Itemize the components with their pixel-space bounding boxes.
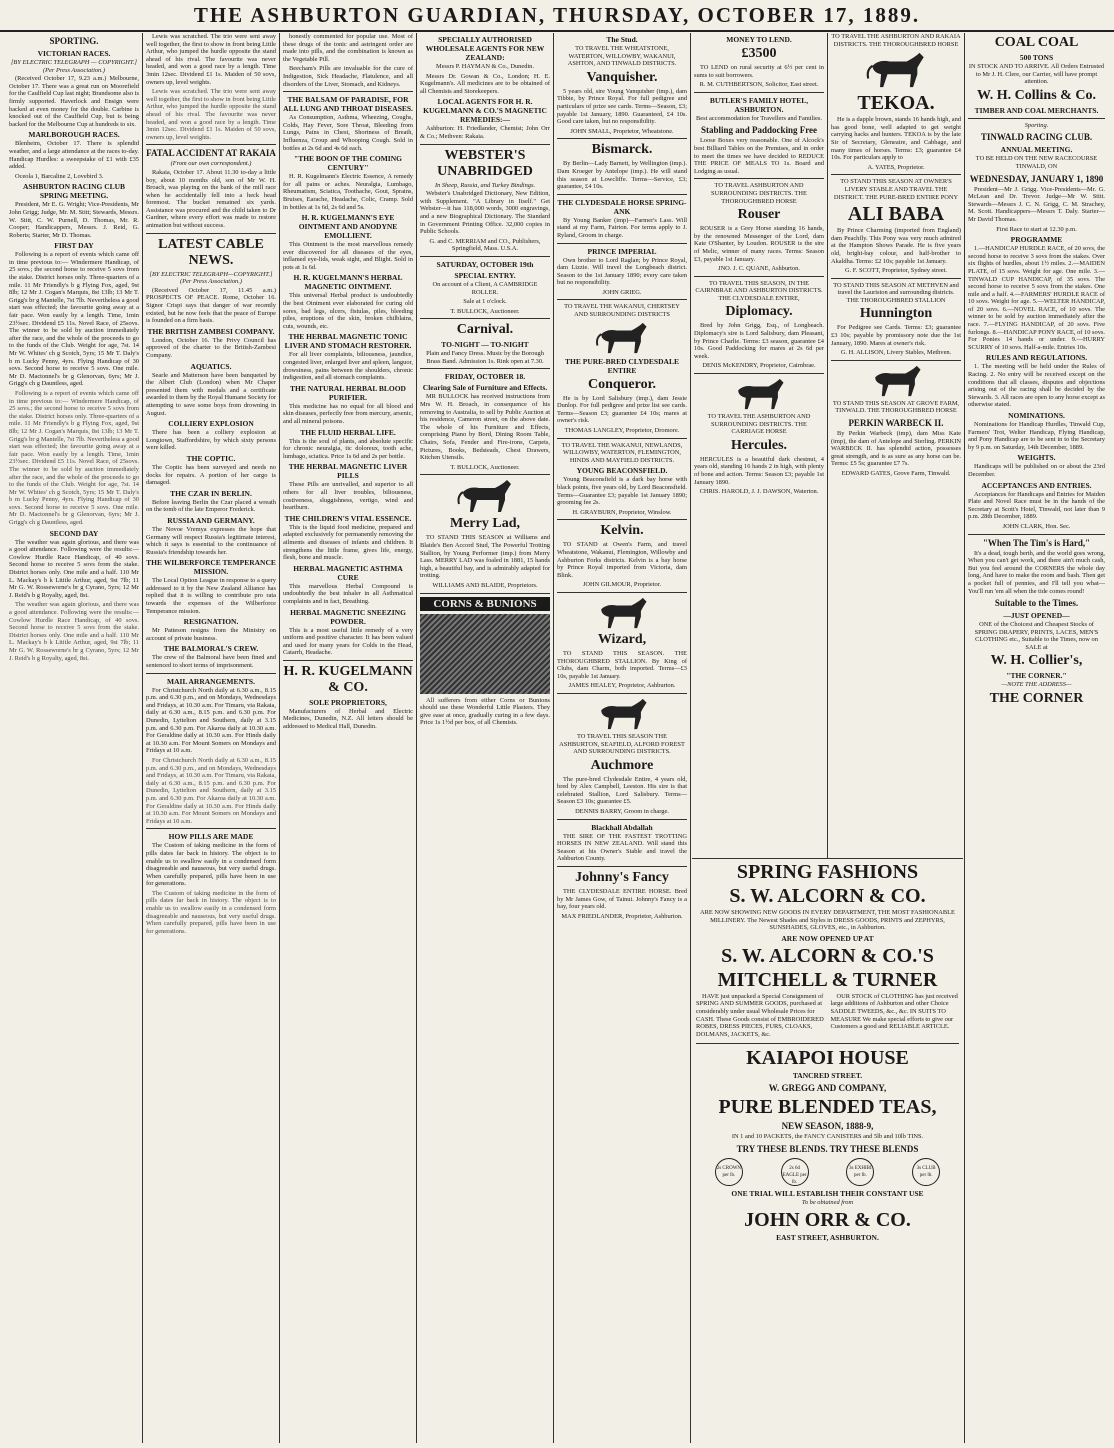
fluid-life-heading: THE FLUID HERBAL LIFE. <box>300 427 396 437</box>
wakanui-travel: TO TRAVEL THE WAKANUI, CHERTSEY AND SURROUNDING DISTRICTS <box>564 303 680 319</box>
masthead-title: THE ASHBURTON GUARDIAN, THURSDAY, OCTOBER 17, 1889. <box>193 2 921 27</box>
divider <box>557 866 687 867</box>
auchmore-travel: TO TRAVEL THIS SEASON THE ASHBURTON, SEAFIELD, ALFORD FOREST AND SURROUNDING DISTRICTS. <box>559 732 685 756</box>
webster-text: Webster's Unabridged Dictionary, New Edition, with Supplement. "A Library in Itself." Get Webster—it has 118,000 words, 3000 engravings, and a new Biographical Dictionary. The Standard in Government Printing Office. 32,000 copies in Public Schools. <box>420 190 550 236</box>
agents-london: Messrs Dr. Gowan & Co., London; H. E. Kugelmann's. All medicines are to be obtained of all Chemists and Storekeepers. <box>420 72 550 95</box>
hunnington-travel: TO STAND THIS SEASON AT METHVEN and travel the Lauriston and surrounding districts. THE THOROUGHBRED STALLION <box>833 281 959 304</box>
obtained-text: To be obtained from <box>801 1198 854 1206</box>
nominations-text: Nominations for Handicap Hurdles, Tinwald Cup, Farmers' Trot, Welter Handicap, Flying Handicap, and Pony Handicap are to be sent in to the Secretary by 9 p.m. on Saturday, 14th December, 1889. <box>968 421 1105 451</box>
perkin-heading: PERKIN WARBECK II. <box>848 418 944 429</box>
victorian-races-heading: VICTORIAN RACES. <box>37 49 111 58</box>
mail-heading: MAIL ARRANGEMENTS. <box>167 676 255 686</box>
coal-text: IN STOCK AND TO ARRIVE. All Orders Entrusted to Mr J. H. Clere, our Carrier, will have prompt attention. <box>968 63 1105 86</box>
fatal-accident-sub: (From our own correspondent.) <box>170 160 252 168</box>
young-beaconsfield-text: Young Beaconsfield is a dark bay horse with black points, five years old, by Lord Beaconsfield. Terms—Guarantee £3; payable 1st January 1890; grooming fee 2s. <box>557 476 687 507</box>
hercules-heading: Hercules. <box>730 437 788 453</box>
tekoa-text: He is a dapple brown, stands 16 hands high, and has good bone, well adapted to get weight carrying hacks and hunters. TEKOA is by the late Sir of Secretary, Gleneaire, and Cabbage, and many times of horses. Terms: £3; guarantee £4 10s. For particulars apply to <box>831 116 961 162</box>
rouser-owner: JNO. J. C. QUANE, Ashburton. <box>718 265 800 273</box>
times-poem: It's a dead, tough berth, and the world goes wrong, When you can't get work, and there ain't much cash, But you feel around the CORNERS the whole day long, And have to make the room and bash. Then get a pocket full of pennies, and I'll tell you what—You'll run 'em all when the tide comes round! <box>968 549 1105 595</box>
conqueror-sub: THE PURE-BRED CLYDESDALE ENTIRE <box>565 356 679 375</box>
mail-text-continued: For Christchurch North daily at 6.30 a.m., 8.15 p.m. and 6.30 p.m., and on Mondays, Wednesdays and Fridays, at 10.30 a.m. For Timaru, via Rakaia, daily at 6.30 a.m., 8.15 p.m. and 6.30 p.m. For Dunedin, Lyttelton and Southern, daily at 3.15 p.m. and 6.30 p.m. For Akaroa daily at 10.30 a.m. For Geraldine daily at 10.30 a.m. For Hinds daily at 10.30 a.m. For Mount Somers on Mondays and Fridays at 10 a.m. <box>146 756 276 825</box>
spring-fashions-heading: SPRING FASHIONS <box>736 861 919 883</box>
auchmore-text: The pure-bred Clydesdale Entire, 4 years old, bred by Alex Campbell, Leeston. His sire is that celebrated Stallion, Lord Salisbury. Terms—Season £3 10s; guarantee £5. <box>557 775 687 806</box>
stabling-text: Loose Boxes very reasonable. One of Alcock's best Billiard Tables on the Premises, and in order to meet the times we have decided to REDUCE THE PRICE OF MEALS TO 1s. Board and Lodging as usual. <box>694 137 824 175</box>
eye-ointment-text: This Ointment is the most marvellous remedy ever discovered for all diseases of the eyes, inflamed eye-lids, weak sight, and Blight. Sold in pots at 1s 6d. <box>283 241 413 271</box>
zambesi-heading: THE BRITISH ZAMBESI COMPANY. <box>147 326 275 336</box>
merry-lad-heading: Merry Lad, <box>450 516 520 532</box>
hunnington-text: For Pedigree see Cards. Terms: £3; guarantee £3 10s; payable by promissory note due the 1st January, 1890. Mares at owner's risk. <box>831 324 961 347</box>
colliery-text: There has been a colliery explosion at Longtown, Staffordshire, by which sixty persons were killed. <box>146 429 276 452</box>
johnnys-fancy-owner: MAX FRIEDLANDER, Proprietor, Ashburton. <box>561 912 683 920</box>
tea-grade-crown: 2s CROWN per lb. <box>715 1158 743 1186</box>
merry-lad-owner: WILLIAMS AND BLAIDE, Proprietors. <box>432 581 538 589</box>
teas-heading: PURE BLENDED TEAS, <box>718 1096 937 1119</box>
divider <box>557 519 687 520</box>
sporting-label: Sporting. <box>1024 121 1049 129</box>
wilberforce-text: The Local Option League in response to a query addressed to it by the New Zealand Alliance has replied that it is willing to contribute pro rata towards the expenses of the Wilberforce Temperance mission. <box>146 577 276 615</box>
herbal-ointment-text: This universal Herbal product is undoubtedly the best Ointment ever elaborated for curing old sores, bad legs, ulcers, fistulas, piles, bleeding piles, eruptions of the skin, broken chilblains, cuts, wounds, etc. <box>283 292 413 330</box>
balmoral-heading: THE BALMORAL'S CREW. <box>163 644 259 654</box>
tea-grade-eagle: 2s 6d EAGLE per lb. <box>781 1158 809 1186</box>
kaiapoi-heading: KAIAPOI HOUSE <box>746 1047 909 1070</box>
corns-plaster-illustration <box>420 614 550 694</box>
tea-grade-exhibi: 3s EXHIBI per lb. <box>846 1158 874 1186</box>
wilberforce-heading: THE WILBERFORCE TEMPERANCE MISSION. <box>146 558 276 577</box>
tinwald-sub: ANNUAL MEETING. <box>1000 145 1073 155</box>
drapery-text: ONE of the Choicest and Cheapest Stocks of SPRING DRAPERY, PRINTS, LACES, MEN'S CLOTHING etc., Suitable to the Times, now on SALE at <box>974 621 1099 651</box>
kugelmann-sub: SOLE PROPRIETORS, <box>309 697 387 707</box>
hercules-travel: TO TRAVEL THE ASHBURTON AND SURROUNDING DISTRICTS. THE CARRIAGE HORSE <box>707 413 811 436</box>
mitchell-turner-heading: MITCHELL & TURNER <box>717 968 938 991</box>
pills-continued: honestly commented for popular use. Most of these drugs of the tonic and astringent order are made into pills, and the combination is known as the Vegetable Pill. <box>283 33 413 63</box>
ali-baba-text: By Prince Charming (imported from England) dam Peachfly. This Pony was very much admired at the Hampton Shows Parade. He is five years old, bright-bay colour, and half-brother to Akaldha. Terms: £2 10s; payable 1st January. <box>831 227 961 265</box>
agents-heading: SPECIALLY AUTHORISED WHOLESALE AGENTS FOR NEW ZEALAND: <box>425 35 545 62</box>
tonight-text: Plain and Fancy Dress. Music by the Borough Brass Band. Admission 1s. Rink open at 7.30. <box>426 350 544 365</box>
liver-pills-heading: THE HERBAL MAGNETIC LIVER PILLS <box>288 462 408 481</box>
masthead <box>0 0 1114 32</box>
horse-illustration <box>455 478 515 514</box>
zambesi-text: London, October 16. The Privy Council has approved of the charter to the British-Zambesi Company. <box>146 336 276 359</box>
auchmore-heading: Auchmore <box>590 757 654 773</box>
prince-imperial-text: Own brother to Lord Raglan; by Prince Royal, dam Lizzie. Will travel the Longbeach district. Season to the 1st January 1890; every care taken but no responsibility. <box>557 256 687 287</box>
webster-publisher: G. and C. MERRIAM and CO., Publishers, Springfield, Mass. U.S.A. <box>429 237 541 253</box>
horse-illustration <box>729 377 789 411</box>
aquatics-heading: AQUATICS. <box>190 361 232 371</box>
divider <box>146 233 276 234</box>
try-blends: TRY THESE BLENDS. TRY THESE BLENDS <box>736 1143 919 1154</box>
auctioneer: T. BULLOCK, Auctioneer. <box>450 463 520 471</box>
ali-baba-owner: G. F. SCOTT, Proprietor, Sydney street. <box>844 267 948 275</box>
divider <box>968 534 1105 535</box>
saturday-heading: SATURDAY, OCTOBER 19th <box>436 259 534 269</box>
latest-cable-heading: LATEST CABLE NEWS. <box>158 236 264 268</box>
johnnys-fancy-text: THE CLYDESDALE ENTIRE HORSE. Bred by Mr James Gow, of Tainui. Johnny's Fancy is a bay, four years old. <box>557 888 687 911</box>
eye-ointment-heading: H. R. KUGELMANN'S EYE OINTMENT AND ANODYNE EMOLLIENT. <box>298 213 398 241</box>
collier-sub: "THE CORNER." <box>1006 671 1067 681</box>
bismarck-heading: Bismarck. <box>591 142 653 158</box>
sneezing-powder-text: This is a most useful little remedy of a very uniform and positive character. It has been valued and used for many years for Colds in the Head, Catarrh, Headache. <box>283 626 413 657</box>
beechams-text: Beecham's Pills are invaluable for the cure of Indigestion, Sick Headache, Flatulence, and all disorders of the Liver, Stomach, and Kidneys. <box>283 65 413 88</box>
spring-fashions-advert <box>692 858 963 1443</box>
kugelmann-text: Manufacturers of Herbal and Electric Medicines, Dunedin, N.Z. All letters should be addressed to Medical Hall, Dunedin. <box>283 707 413 731</box>
divider <box>557 194 687 195</box>
kelvin-owner: JOHN GILMOUR, Proprietor. <box>582 581 662 589</box>
divider <box>283 660 413 661</box>
second-day-heading: SECOND DAY <box>49 528 99 538</box>
money-text: TO LEND on rural security at 6½ per cent in sums to suit borrowers. <box>694 64 824 79</box>
wizard-heading: Wizard, <box>597 631 647 647</box>
agents-hayman: Messrs P. HAYMAN & Co., Dunedin. <box>436 63 534 70</box>
friday-heading: FRIDAY, OCTOBER 18. <box>444 372 526 382</box>
times-hard-heading: "When The Tim's is Hard," <box>982 537 1091 548</box>
asthma-cure-heading: HERBAL MAGNETIC ASTHMA CURE <box>293 563 403 582</box>
victorian-text: (Received October 17, 9.23 a.m.) Melbourne, October 17. There was a great run on Moorefield for the Caulfield Cup last night; Brandsome also is firmly supported. Haverlock and Ensign were backed at even money for the double. Carbine is knocked out of the Caulfield Cup, but is being backed for the Melbourne Cup at hundreds to six. <box>9 75 139 128</box>
acceptances-text: Acceptances for Handicaps and Entries for Maiden Plate and Novel Race must be in the hands of the Secretary at Scott's Hotel, Tinwald, not later than 9 p.m. 28th December, 1889. <box>968 490 1105 521</box>
balsam-heading: THE BALSAM OF PARADISE, FOR ALL LUNG AND THROAT DISEASES. <box>283 95 413 114</box>
rules-text: 1. The meeting will be held under the Rules of Racing. 2. No entry will be received except on the conditions that all classes, disputes and objections arising out of the racing shall be decided by the Stewards. 3. All races are open to any horse except as otherwise stated. <box>968 363 1105 409</box>
hercules-text: HERCULES is a beautiful dark chestnut, 4 years old, standing 16 hands 2 in high, with plenty of bone and action. Terms: Season £3; payable 1st January 1890. <box>694 455 824 486</box>
diplomacy-heading: Diplomacy. <box>725 304 793 320</box>
local-agents-text: Ashburton: H. Friedlander, Chemist; John Orr & Co.; Methven: Rakaia. <box>420 125 550 140</box>
colliery-heading: COLLIERY EXPLOSION <box>168 419 254 429</box>
weights-text: Handicaps will be published on or about the 23rd December. <box>968 463 1105 478</box>
mitchell-right-text: OUR STOCK of CLOTHING has just received large additions of Ashburton and other Choice SADDLE TWEEDS, &c., &c. IN SUITS TO MEASURE We make special efforts to give our Customers a good and RELIABLE ARTICLE. <box>830 992 958 1031</box>
gregg-heading: W. GREGG AND COMPANY, <box>768 1083 887 1094</box>
hotel-text: Best accommodation for Travellers and Families. <box>695 114 822 122</box>
divider <box>557 819 687 820</box>
divider <box>557 299 687 300</box>
ali-baba-travel: TO STAND THIS SEASON AT OWNER'S LIVERY STABLE AND TRAVEL THE DISTRICT. THE PURE-BRED ENTIRE PONY <box>833 178 959 201</box>
alcorn-heading: S. W. ALCORN & CO. <box>729 885 926 907</box>
kaiapoi-sub: TANCRED STREET. <box>792 1071 863 1081</box>
merry-lad-text: TO STAND THIS SEASON at Williams and Blaide's Ben Accord Stud, The Powerful Trotting Stallion, by Young Performer (imp.) from Merry Lass. MERRY LAD was foaled in 1881, 15 hands high, a beautiful bay, and is admirably adapted for trotting. <box>420 534 550 580</box>
coptic-text: The Coptic has been surveyed and needs no docks for repairs. A portion of her cargo is damaged. <box>146 463 276 487</box>
tinwald-heading: TINWALD RACING CLUB. <box>980 132 1093 143</box>
liver-restorer-heading: THE HERBAL MAGNETIC TONIC LIVER AND STOMACH RESTORER. <box>284 332 412 351</box>
divider <box>831 360 961 361</box>
vanquisher-heading: Vanquisher. <box>586 69 658 85</box>
young-beaconsfield-travel: TO TRAVEL THE WAKANUI, NEWLANDS, WILLOWBY, WATERTON, FLEMINGTON, HINDS AND MAYFIELD DISTRICTS. <box>561 441 683 464</box>
divider <box>283 91 413 92</box>
divider <box>146 673 276 674</box>
mitchell-left-text: HAVE just unpacked a Special Consignment of SPRING AND SUMMER GOODS, purchased at considerably under usual Wholesale Prices for CASH. These Goods consist of EMBROIDERED ROBES, DRESS PIECES, FURS, CLOAKS, DOLMANS, JACKETS, &c. <box>696 992 824 1038</box>
ali-baba-heading: ALI BABA <box>847 203 945 226</box>
divider <box>831 278 961 279</box>
divider <box>694 92 824 93</box>
clearing-sale-text: MR BULLOCK has received instructions from Mrs W. H. Broach, in consequence of his removing to Australia, to sell by Public Auction at his residence, Cameron street, on the above date. The whole of his Furniture and Effects, comprising Piano by Bord, Dining Room Table, Chairs, Sofa, Fender and Fire-irons, Carpets, Pictures, Books, Bedsteads, Chest Drawers, Kitchen Utensils. <box>420 393 550 462</box>
marlborough-heading: MARLBOROUGH RACES. <box>28 130 120 140</box>
rouser-text: ROUSER is a Grey Horse standing 16 hands, by the renowned Messenger of the Lord, dam Kate O'Shanter, by Loudon. ROUSER is the sire of Melic, winner of many races. Terms: Season £3, payable 1st January. <box>694 225 824 263</box>
teas-text: IN 1 and 10 PACKETS, the FANCY CANISTERS and 5lb and 10lb TINS. <box>731 1133 924 1141</box>
second-day-body-continued: The weather was again glorious, and there was a good attendance. Following were the results:— Cowlow Hurdle Race Handicap, of 40 sovs. Second horse to receive 5 sovs from the stake. District horses only. One mile and a half. 110 Mr L. Mackay's b k Lititle Arthur, aged, 9st 7lb; 11 Mr G. W. Rosseworne's br g Cyrano, 5yrs; 12 Mr J. Reid's b g Royalty, aged, 8st. <box>9 601 139 662</box>
horse-illustration <box>592 697 652 731</box>
young-beaconsfield-heading: YOUNG BEACONSFIELD. <box>576 466 668 476</box>
tinwald-held: TO BE HELD ON THE NEW RACECOURSE TINWALD, ON <box>975 155 1098 170</box>
the-corner: THE CORNER <box>989 691 1084 707</box>
teas-sub: NEW SEASON, 1888-9, <box>781 1121 874 1132</box>
marlborough-results: Oceola 1, Barcaline 2, Lovebird 3. <box>15 172 104 180</box>
divider <box>831 174 961 175</box>
auctioneer: T. BULLOCK, Auctioneer. <box>450 307 520 315</box>
liver-restorer-text: For all liver complaints, biliousness, jaundice, congested liver, enlarged liver and spleen, languor, drowsiness, pains between the shoulders, chronic indigestion, and all stomach complaints. <box>283 351 413 382</box>
tea-grades <box>696 1158 959 1186</box>
latest-cable-text: (Received October 17, 11.45 a.m.) PROSPECTS OF PEACE. Rome, October 16. Signor Crispi says that danger of war recently existed, but he now feels that the peace of Europe is founded on a firm basis. <box>146 286 276 325</box>
russia-heading: RUSSIA AND GERMANY. <box>167 515 255 525</box>
perkin-text: By Perkin Warbeck (imp), dam Miss Kate (imp), the dam of Antelope and Sterling. PERKIN WARBECK II. has splendid action, possesses great strength, and is as sure as any horse can be. Terms: £5 5s; guarantee £7 7s. <box>831 430 961 468</box>
collins-heading: W. H. Collins & Co. <box>977 87 1096 103</box>
auchmore-owner: DENNIS BARRY, Groom in charge. <box>575 808 669 816</box>
rouser-heading: Rouser <box>737 207 781 223</box>
tonight-heading: TO-NIGHT — TO-NIGHT <box>441 340 529 350</box>
spring-ank-text: By Young Banker (imp)—Farmer's Lass. Will stand at my Farm, Fairton. For terms apply to J. Ryland, Groom in charge. <box>557 216 687 239</box>
rules-heading: RULES AND REGULATIONS. <box>985 353 1088 363</box>
vanquisher-text: 5 years old, sire Young Vanquisher (imp.), dam Tibbie, by Prince Royal. For full pedigree and particulars of prize see cards. Terms—Season, £3; payable 1st January, 1890. Guaranteed, £4 10s. Good care taken, but no responsibility. <box>557 87 687 126</box>
aquatics-text: Searle and Matterson have been banqueted by the Albert Club (London) when Mr Chaper presented them with medals and a certificate awarded to them by the Royal Humane Society for attempting to save some boys from drowning in August. <box>146 371 276 417</box>
divider <box>420 144 550 145</box>
column-1 <box>6 33 143 1443</box>
coptic-heading: THE COPTIC. <box>186 453 236 463</box>
divider <box>146 828 276 829</box>
divider <box>694 178 824 179</box>
vital-essence-heading: THE CHILDREN'S VITAL ESSENCE. <box>284 513 412 523</box>
trial-text: ONE TRIAL WILL ESTABLISH THEIR CONSTANT USE <box>731 1188 924 1198</box>
perkin-travel: TO STAND THIS SEASON AT GROVE FARM, TINWALD. THE THOROUGHBRED HORSE <box>832 399 960 415</box>
balmoral-text: The crew of the Balmoral have been fined and sentenced to short terms of imprisonment. <box>146 654 276 670</box>
collier-heading: W. H. Collier's, <box>990 653 1083 669</box>
bismarck-text: By Berlin—Lady Barnett, by Wellington (imp.). Dam Kroeger by Antelope (imp.). He will stand this season at Lowcliffe. Terms—Service, £3; guarantee, £4 10s. <box>557 160 687 191</box>
acceptances-heading: ACCEPTANCES AND ENTRIES. <box>981 480 1092 490</box>
alcorn-text: ARE NOW SHOWING NEW GOODS IN EVERY DEPARTMENT, THE MOST FASHIONABLE MILLINERY. The Newest Shades and Styles in DRESS GOODS, PRINTS and ZEPHYRS, SUNSHADES, GLOVES, etc., in Ashburton. <box>700 909 955 932</box>
horse-illustration <box>592 321 652 355</box>
latest-cable-sub: [BY ELECTRIC TELEGRAPH—COPYRIGHT.] (Per Press Association.) <box>149 270 273 286</box>
divider <box>420 318 550 319</box>
sale-time: Sale at 1 o'clock. <box>463 298 507 306</box>
boon-text: H. R. Kugelmann's Electric Essence, A remedy for all pains or aches. Neuralgia, Lumbago, Rheumatism, Sciatica, Toothache, Gout, Sprains, Bruises, Earache, Headache, Colic, Cramp. Sold in bottles at 1s 6d, 2s 6d and 5s. <box>283 173 413 211</box>
divider <box>694 373 824 374</box>
divider <box>420 256 550 257</box>
conqueror-text: He is by Lord Salisbury (imp.), dam Jessie Dunlop. For full pedigree and prize list see cards. Terms—Season £3; guarantee £4 10s; mares at owner's risk. <box>557 394 687 425</box>
webster-heading: WEBSTER'S UNABRIDGED <box>437 147 533 179</box>
nominations-heading: NOMINATIONS. <box>1008 411 1065 420</box>
tekoa-heading: TEKOA. <box>857 92 935 115</box>
ashburton-officials: President, Mr E. G. Wright; Vice-Presidents, Mr John Grigg; Judge, Mr. M. Stitt; Stewards, Messrs. W. Stitt, C. W. Purnell, D. Thomas, Mr. R. Cooper; Handicappers, Messrs. J. Reid, G. Roberts; Starter, Mr D. Thomas. <box>9 201 139 239</box>
fatal-accident-heading: FATAL ACCIDENT AT RAKAIA <box>146 148 276 159</box>
first-day-heading: FIRST DAY <box>54 241 94 251</box>
mitchell-columns <box>696 993 959 1041</box>
conqueror-heading: Conqueror. <box>587 376 657 392</box>
wizard-text: TO STAND THIS SEASON. THE THOROUGHBRED STALLION. By King of Clubs, dam Charm, both imported. Terms—£3 10s, payable 1st January. <box>557 649 687 680</box>
carnival-heading: Carnival. <box>456 322 514 338</box>
coal-heading: COAL COAL <box>994 35 1079 50</box>
john-orr-heading: JOHN ORR & CO. <box>744 1208 911 1231</box>
pills-text: The Custom of taking medicine in the form of pills dates far back in history. The object is to enable us to swallow easily in a condensed form disagreeable and nauseous, but very useful drugs. When carefully prepared, pills have been in use for generations. <box>146 842 276 888</box>
abdallah-text: THE SIRE OF THE FASTEST TROTTING HORSES IN NEW ZEALAND. Will stand this Season at his Owner's Stable and travel the Ashburton County. <box>557 832 687 863</box>
divider <box>696 1043 959 1044</box>
boon-heading: "THE BOON OF THE COMING CENTURY" <box>294 154 402 173</box>
diplomacy-travel: TO TRAVEL THIS SEASON, IN THE CAIRNBRAE AND ASHBURTON DISTRICTS. THE CLYDESDALE ENTIRE, <box>695 279 823 302</box>
money-amount: £3500 <box>741 46 777 61</box>
note-address: —NOTE THE ADDRESS— <box>1001 681 1072 689</box>
sporting-heading: SPORTING. <box>49 36 99 46</box>
butlers-hotel-heading: BUTLER'S FAMILY HOTEL, ASHBURTON. <box>709 95 809 114</box>
kelvin-text: TO STAND at Owen's Farm, and travel Wheatstone, Wakanui, Flemington, Willowby and Ashburton Forks districts. Kelvin is a bay horse by Prince Royal imported from Victoria, dam Blink. <box>557 541 687 579</box>
sneezing-powder-heading: HERBAL MAGNETIC SNEEZING POWDER. <box>290 607 406 626</box>
diplomacy-text: Bred by John Grigg, Esq., of Longbeach. Diplomacy's sire is Lord Salisbury, dam Pleasant, by Prince Charlie. Terms: £3 season, guarantee £4 10s. Good Paddocking for mares at 2s 6d per week. <box>694 322 824 360</box>
young-beaconsfield-owner: H. GRAYBURN, Proprietor, Winslow. <box>572 508 672 516</box>
blood-purifier-text: This medicine has no equal for all blood and skin diseases, perfectly free from mercury, arsenic, and all mineral poisons. <box>283 402 414 425</box>
divider <box>557 438 687 439</box>
column-8 <box>965 33 1108 1443</box>
pills-text-continued: The Custom of taking medicine in the form of pills dates far back in history. The object is to enable us to swallow easily in a condensed form disagreeable and nauseous, but very useful drugs. When carefully prepared, pills have been in use for generations. <box>146 889 276 935</box>
special-entry-heading: SPECIAL ENTRY. <box>454 270 516 280</box>
coal-tons: 500 TONS <box>1019 53 1054 62</box>
resignation-heading: RESIGNATION. <box>183 617 239 627</box>
herbal-ointment-heading: H. R. KUGELMANN'S HERBAL MAGNETIC OINTMENT. <box>293 273 403 292</box>
local-agents-heading: LOCAL AGENTS FOR H. R. KUGELMANN & CO.'S MAGNETIC REMEDIES:— <box>423 97 547 125</box>
stabling-heading: Stabling and Paddocking Free <box>700 125 818 136</box>
corns-bunions-banner: CORNS & BUNIONS <box>420 597 550 611</box>
stud-heading: The Stud. <box>606 35 638 44</box>
tinwald-date: WEDNESDAY, JANUARY 1, 1890 <box>969 173 1104 184</box>
perkin-owner: EDWARD GATES, Grove Farm, Tinwald. <box>841 470 951 477</box>
suitable-heading: Suitable to the Times. <box>994 598 1079 609</box>
first-day-body-continued: Following is a report of events which came off in time previous to:— Windermere Handicap, of 25 sovs.; the second horse to receive 5 sovs from the stake. District horses only. Three-quarters of a mile. 11 Mr Friendly's b g Flying Fox, aged, 9st 8lb; 12 Mr J. Cogan's Marquis, 8st 13lb; 13 Mr T. Grigg's br g Mantelle, 7st 7lb. Nevertheless a good start was effected; the favourite going away at a fair pace. Won easily by a length. Time, 1min 23½sec. Dividend £5 11s. Novel Race, of 25sovs. The winner to be sold by auction immediately after the race, and the whole of the proceeds to go to the funds of the Club. Weight for age, 7st. 14 Mr W. Whites' ch g Scotch, 5yrs; 15 Mr T. Daly's b m Lucky Penny, 4yrs. Flying Handicap of 30 sovs. Second horse to receive 5 sovs. One mile. Mr D. Mactonnel's br g Glenorvan, 6yrs; Mr J. Grigg's ch g Dauntless, aged. <box>9 389 140 527</box>
hercules-owner: CHRIS. HAROLD, J. J. DAWSON, Waterton. <box>699 488 819 496</box>
divider <box>420 474 550 475</box>
money-to-lend-heading: MONEY TO LEND. <box>726 35 792 44</box>
mail-text: For Christchurch North daily at 6.30 a.m., 8.15 p.m. and 6.30 p.m., and on Mondays, Wednesdays and Fridays, at 10.30 a.m. For Timaru, via Rakaia, daily at 6.30 a.m., 8.15 p.m. and 6.30 p.m. For Dunedin, Lyttelton and Southern, daily at 3.15 p.m. and 6.30 p.m. For Akaroa daily at 10.30 a.m. For Geraldine daily at 10.30 a.m. For Hinds daily at 10.30 a.m. For Mount Somers on Mondays and Fridays at 10 a.m. <box>146 686 276 755</box>
first-race-time: First Race to start at 12.30 p.m. <box>996 225 1077 233</box>
column-2 <box>143 33 280 1443</box>
weights-heading: WEIGHTS. <box>1017 453 1056 463</box>
money-solicitor: R. M. CUTHBERTSON, Solicitor, East street. <box>699 81 819 89</box>
divider <box>968 118 1105 119</box>
hunnington-heading: Hunnington <box>859 306 933 322</box>
divider <box>420 368 550 369</box>
tinwald-officials: President—Mr J. Grigg. Vice-Presidents—Mr. G. McLean and Dr. Trevor. Judge—Mr W. Stitt. Stewards—Messrs J. C. N. Grigg, C. M. Strachey, M. Scott. Handicappers—Messrs T. Daly. Starter—Mr David Thomas. <box>968 185 1105 223</box>
prince-imperial-heading: PRINCE IMPERIAL <box>587 246 657 256</box>
wheatstone-travel: TO TRAVEL THE WHEATSTONE, WATERTON, WILLOWBY, WAKANUI, ASHTON, AND TINWALD DISTRICTS. <box>567 45 677 68</box>
victorian-sub: [BY ELECTRIC TELEGRAPH — COPYRIGHT.] (Per Press Association.) <box>10 59 138 74</box>
programme-text: 1.—HANDICAP HURDLE RACE, of 20 sovs, the second horse to receive 3 sovs from the stakes. Over six flights of hurdles, about 1½ miles. 2.—MAIDEN PLATE, of 15 sovs. Weight for age. One mile. 3.—TINWALD CUP HANDICAP, of 35 sovs. The second horse to receive 5 sovs from the stakes. One mile and a half. 4.—FARMERS' HURDLE RACE of 10 sovs. Weight for age. 5.—WELTER HANDICAP, of 20 sovs. 6.—NOVEL RACE, of 10 sovs. The winner to be sold by auction immediately after the race. 7.—FLYING HANDICAP, of 20 sovs. Five furlongs. 8.—HANDICAP PONY RACE, of 10 sovs. For Ponies 14 hands or under. 9.—HURRY SCURRY of 10 sovs. Half-a-mile. Entries 10s. <box>968 245 1105 351</box>
divider <box>557 693 687 694</box>
tekoa-travel: TO TRAVEL THE ASHBURTON AND RAKAIA DISTRICTS. THE THOROUGHBRED HORSE <box>831 33 961 48</box>
special-entry-text: On account of a Client, A CAMBRIDGE ROLLER. <box>432 280 538 296</box>
fatal-accident-text: Rakaia, October 17. About 11.30 to-day a little boy, about 10 months old, son of Mr W. H. Broach, was playing on the bank of the mill race when he accidentally fell into a heck head foremost. The bucket remained six yards. Assistance was procured and the child taken to Dr Gardner, where every effort was made to restore animation but without success. <box>146 168 276 230</box>
race-continued-2: Lewis was scratched. The trio were sent away well together, the first to show in front being Little Arthur, who jumped the hurdle opposite the stand ahead of his rival. The favourite was never headed, and won a good race by a length. Time 3min 12sec. Dividend £1 1s. Maiden of 50 sovs, owners up, level weights. <box>146 88 276 141</box>
pills-heading: HOW PILLS ARE MADE <box>168 832 254 842</box>
collins-sub: TIMBER AND COAL MERCHANTS. <box>974 105 1099 115</box>
abdallah-heading: Blackhall Abdallah <box>591 822 653 832</box>
first-day-body: Following is a report of events which came off in time previous to:— Windermere Handicap, of 25 sovs.; the second horse to receive 5 sovs from the stake. District horses only. Three-quarters of a mile. 11 Mr Friendly's b g Flying Fox, aged, 9st 8lb; 12 Mr J. Cogan's Marquis, 8st 13lb; 13 Mr T. Grigg's br g Mantelle, 7st 7lb. Nevertheless a good start was effected; the favourite going away at a fair pace. Won easily by a length. Time, 1min 23½sec. Dividend £5 11s. Novel Race, of 25sovs. The winner to be sold by auction immediately after the race, and the whole of the proceeds to go to the funds of the Club. Weight for age, 7st. 14 Mr W. Whites' ch g Scotch, 5yrs; 15 Mr T. Daly's b m Lucky Penny, 4yrs. Flying Handicap of 30 sovs. Second horse to receive 5 sovs. One mile. Mr D. Mactonnel's br g Glenorvan, 6yrs; Mr J. Grigg's ch g Dauntless, aged. <box>9 251 140 388</box>
alcorn-2-heading: S. W. ALCORN & CO.'S <box>721 944 934 967</box>
race-continued: Lewis was scratched. The trio were sent away well together, the first to show in front being Little Arthur, who jumped the hurdle opposite the stand ahead of his rival. The favourite was never headed, and won a good race by a length. Time 3min 12sec. Dividend £1 1s. Maiden of 50 sovs, owners up, level weights. <box>146 33 276 86</box>
wizard-owner: JAMES HEALEY, Proprietor, Ashburton. <box>568 682 676 690</box>
divider <box>557 243 687 244</box>
blood-purifier-heading: THE NATURAL HERBAL BLOOD PURIFIER. <box>290 383 406 402</box>
divider <box>420 593 550 594</box>
john-orr-address: EAST STREET, ASHBURTON. <box>776 1232 879 1242</box>
kugelmann-heading: H. R. KUGELMANN & CO. <box>283 663 413 695</box>
prince-imperial-owner: JOHN GRIEG. <box>602 288 642 296</box>
vanquisher-owner: JOHN SMALL, Proprietor, Wheatstone. <box>570 127 674 135</box>
spring-ank-heading: THE CLYDESDALE HORSE SPRING-ANK <box>557 197 687 216</box>
hunnington-owner: G. H. ALLISON, Livery Stables, Methven. <box>840 349 952 357</box>
horse-illustration <box>866 364 926 398</box>
marlborough-text: Blenheim, October 17. There is splendid weather, and a large attendance at the races to-day. Handicap Hurdles: a sweepstake of £1 with £35 added. <box>9 140 139 171</box>
resignation-text: Mr Patteson resigns from the Ministry on account of private business. <box>146 627 276 642</box>
tea-grade-club: 3s CLUB per lb. <box>912 1158 940 1186</box>
conqueror-owner: THOMAS LANGLEY, Proprietor, Dromore. <box>564 427 680 435</box>
czar-text: Before leaving Berlin the Czar placed a wreath on the tomb of the late Emperor Frederick. <box>146 498 276 514</box>
divider <box>146 144 276 145</box>
column-5 <box>554 33 691 1443</box>
second-day-body: The weather was again glorious, and there was a good attendance. Following were the results:— Cowlow Hurdle Race Handicap, of 40 sovs. Second horse to receive 5 sovs from the stake. District horses only. One mile and a half. 110 Mr L. Mackay's b k Lititle Arthur, aged, 9st 7lb; 11 Mr G. W. Rosseworne's br g Cyrano, 5yrs; 12 Mr J. Reid's b g Royalty, aged, 8st. <box>9 538 139 599</box>
rouser-travel: TO TRAVEL ASHBURTON AND SURROUNDING DISTRICTS. THE THOROUGHBRED HORSE <box>711 182 807 205</box>
vital-essence-text: This is the liquid food medicine, prepared and adapted exclusively for permanently removing the ailments and diseases of infants and children. It strengthens the little frame, gives life, energy, flesh, bone and muscle. <box>283 523 413 562</box>
kelvin-heading: Kelvin. <box>600 523 644 539</box>
column-4 <box>417 33 554 1443</box>
hon-sec: JOHN CLARK, Hon. Sec. <box>1002 522 1071 530</box>
divider <box>557 592 687 593</box>
czar-heading: THE CZAR IN BERLIN. <box>170 488 252 498</box>
balsam-text: As Consumption, Asthma, Wheezing, Coughs, Colds, Hay Fever, Sore Throat, Bleeding from Lungs, Pains in Chest, Shortness of Breath, Influenza, Croup and Whooping Cough. Sold in bottles at 2s 6d and 4s 6d each. <box>283 114 413 152</box>
diplomacy-owner: DENIS McKENDRY, Proprietor, Cairnbrae. <box>702 362 816 370</box>
programme-heading: PROGRAMME <box>1010 235 1063 245</box>
liver-pills-text: These Pills are unrivalled, and superior to all others for all liver troubles, biliousness, costiveness, sluggishness, vertigo, wind and heartburn. <box>283 481 413 512</box>
clearing-sale-heading: Clearing Sale of Furniture and Effects. <box>422 383 548 393</box>
corns-text: All sufferers from either Corns or Bunions should use these Wonderful Little Plasters. They give ease at once, gradually curing in a few days. Price 1s 1½d per box, of all Chemists. <box>420 696 550 727</box>
webster-sub: In Sheep, Russia, and Turkey Bindings. <box>434 181 536 189</box>
opened-label: ARE NOW OPENED UP AT <box>781 933 874 943</box>
just-opened-heading: —JUST OPENED— <box>1003 611 1070 621</box>
tekoa-owner: A. YATES, Proprietor. <box>867 163 925 171</box>
fluid-life-text: This is the soul of plants, and absolute specific for chronic neuralgia, tic doloreux, tooth ache, lumbago, sciatica. Price 1s 6d and 2s per bottle. <box>283 437 413 460</box>
horse-illustration <box>592 596 652 630</box>
ashburton-racing-heading: ASHBURTON RACING CLUB SPRING MEETING. <box>22 182 126 201</box>
divider <box>694 276 824 277</box>
asthma-cure-text: This marvellous Herbal Compound is undoubtedly the best inhaler in all Asthmatical complaints and in fact, Breathing. <box>283 582 413 605</box>
column-3 <box>280 33 417 1443</box>
russia-text: The Novoe Vremya expresses the hope that Germany will respect Russia's legitimate interest, which it says is essential to the continuance of Russia's friendship towards her. <box>146 525 276 556</box>
divider <box>557 138 687 139</box>
horse-illustration <box>864 50 928 90</box>
johnnys-fancy-heading: Johnny's Fancy <box>575 870 669 886</box>
